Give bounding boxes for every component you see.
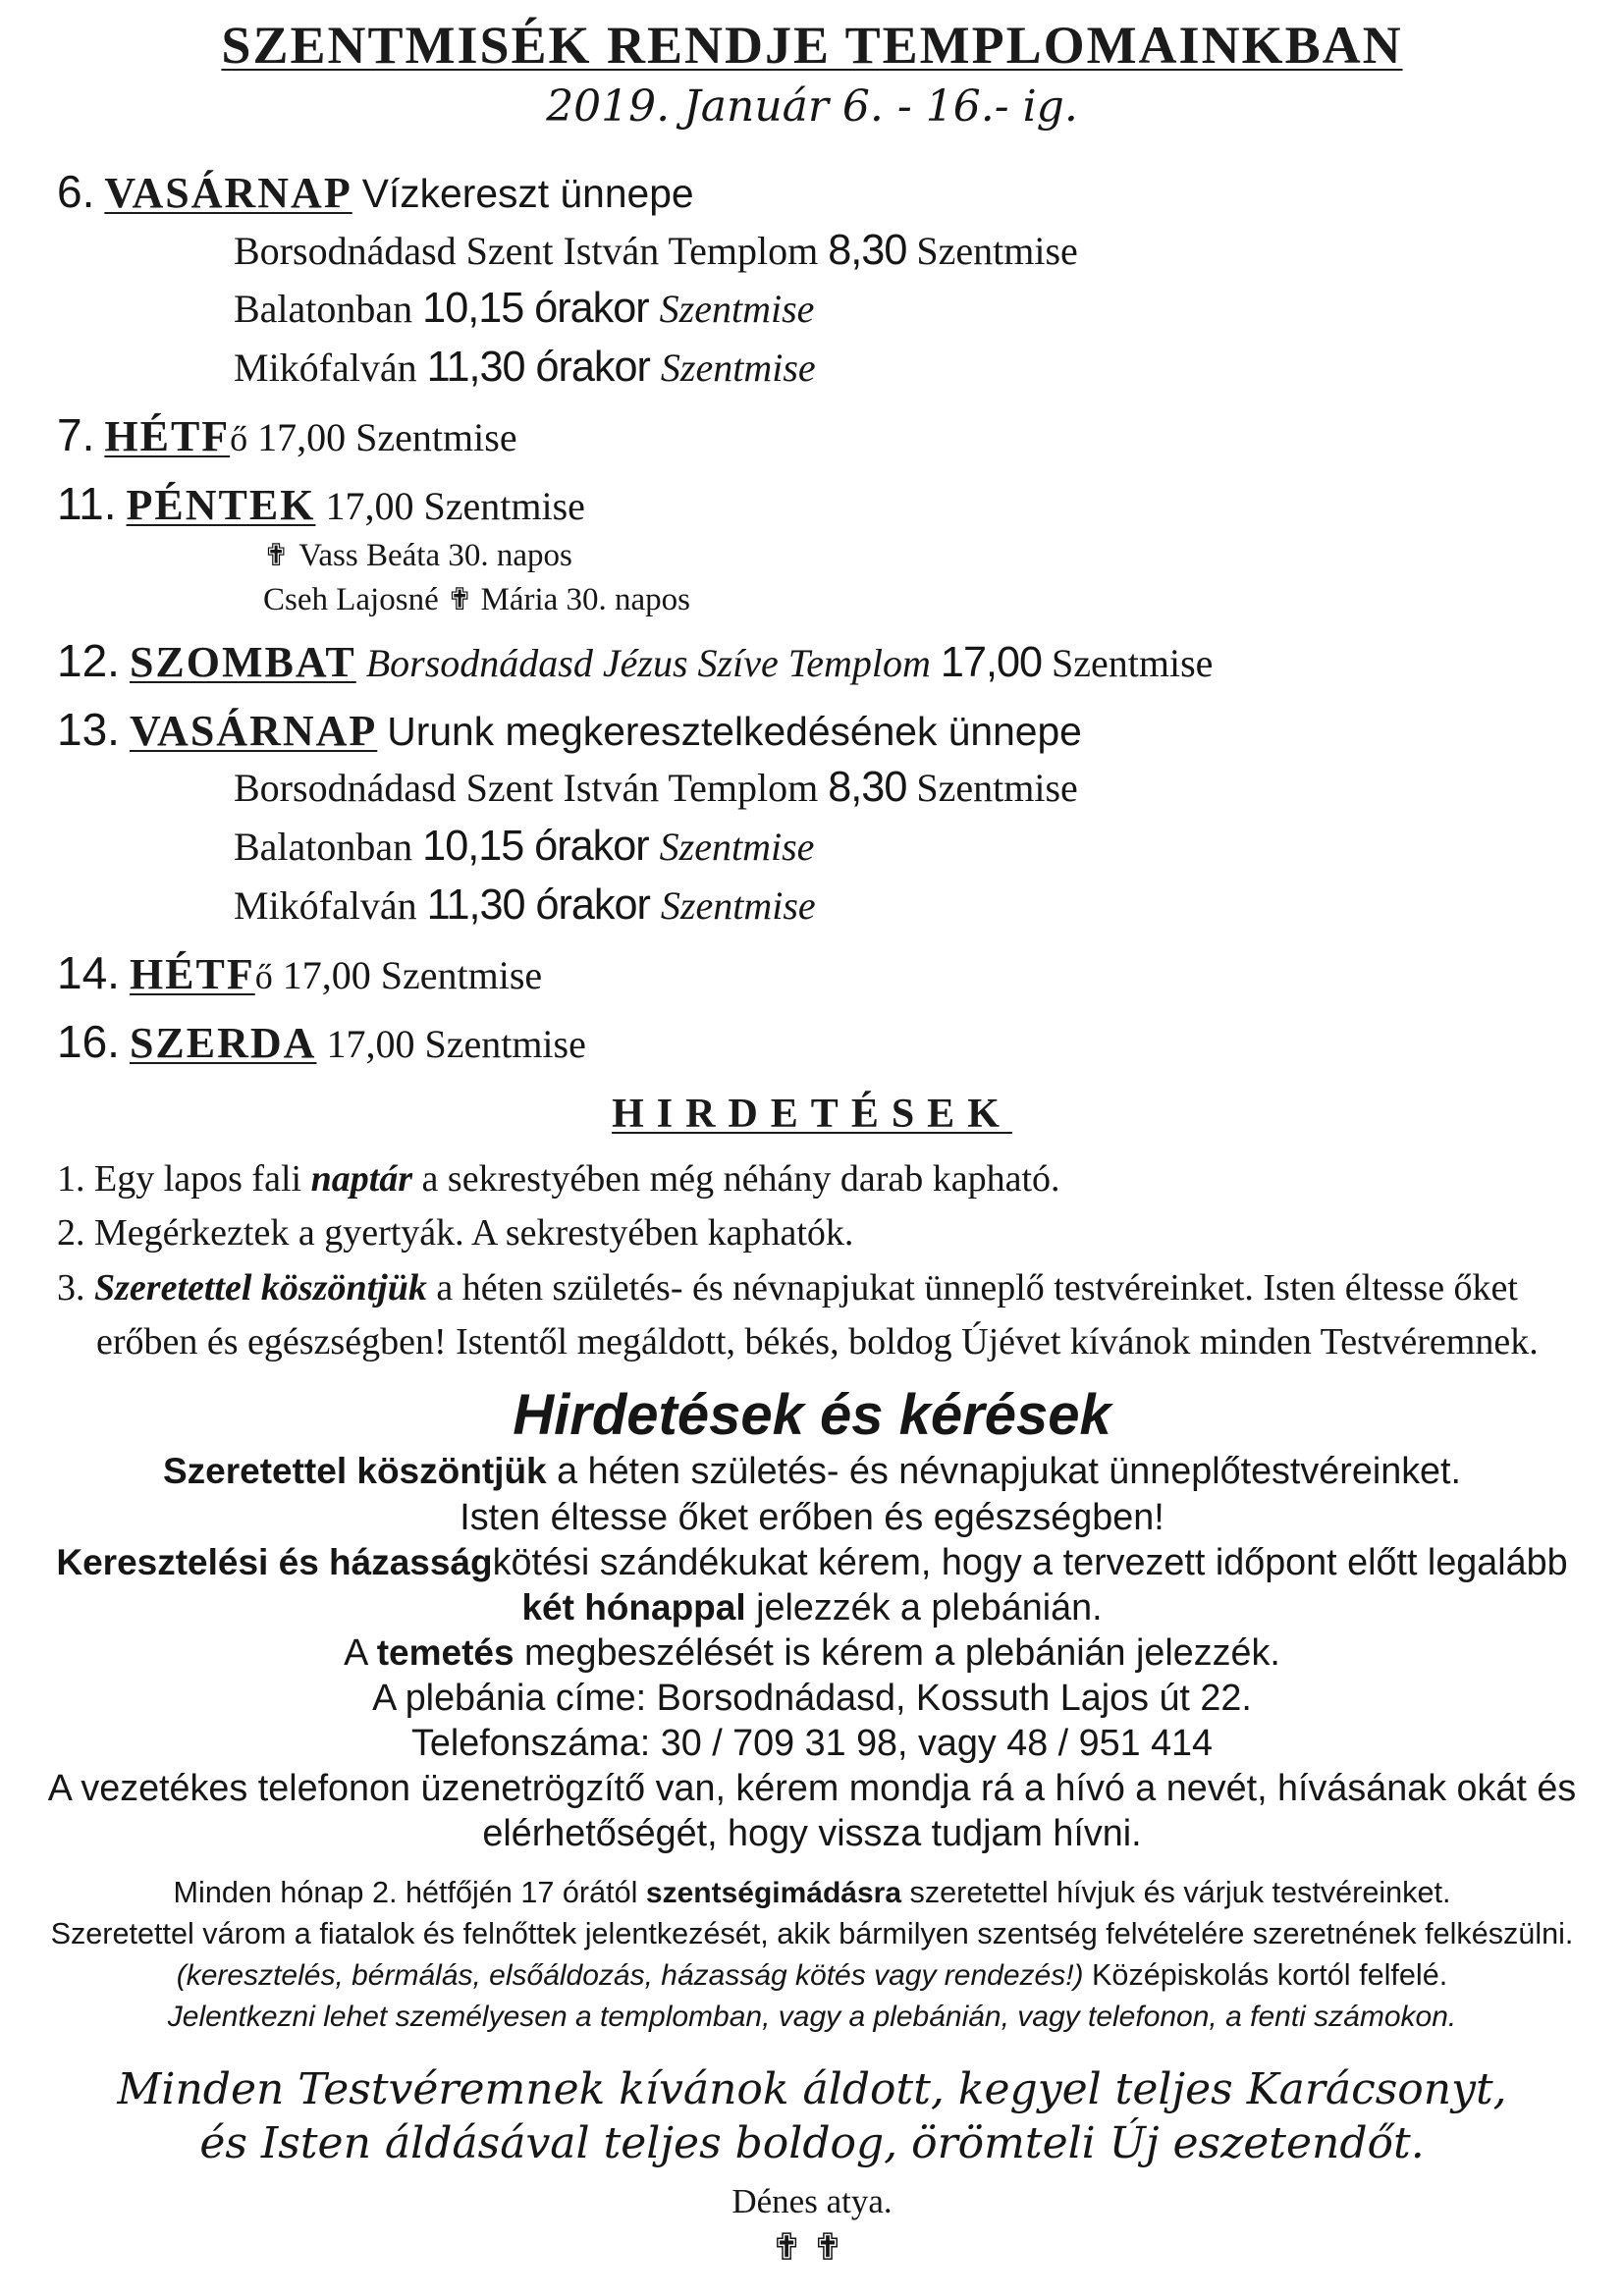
note-line bbox=[35, 1997, 1589, 2037]
text-segment: Jelentkezni lehet személyesen a templomban, vagy a plebánián, vagy telefonon, a fenti számokon. bbox=[167, 2000, 1457, 2033]
announcements-list bbox=[35, 1152, 1589, 1368]
announcement-number: 2. bbox=[57, 1212, 94, 1255]
text-segment: a sekrestyében még néhány darab kapható. bbox=[412, 1158, 1060, 1201]
closing-blessing-line-2: és Isten áldásával teljes boldog, örömteli Új eszetendőt. bbox=[199, 2118, 1425, 2169]
request-line bbox=[35, 1629, 1589, 1675]
text-segment: szeretettel hívjuk és várjuk testvéreinket. bbox=[901, 1875, 1451, 1909]
schedule-item bbox=[35, 944, 1589, 1003]
text-segment: Balatonban bbox=[234, 824, 423, 869]
text-segment: a héten születés- és névnapjukat ünneplőtestvéreinket. bbox=[546, 1450, 1462, 1492]
text-segment: Szeretettel várom a fiatalok és felnőttek jelentkezését, akik bármilyen szentség felvételére szeretnének felkészülni. bbox=[50, 1916, 1574, 1950]
day-name: HÉTF bbox=[129, 950, 255, 999]
text-segment: Keresztelési és házasság bbox=[56, 1541, 493, 1582]
schedule-item-main bbox=[35, 163, 1589, 222]
schedule-subline bbox=[35, 877, 1589, 935]
announcements-heading: HIRDETÉSEK bbox=[612, 1091, 1012, 1137]
announcement-item bbox=[35, 1206, 1589, 1260]
text-segment: megbeszélését is kérem a plebánián jelezzék. bbox=[514, 1630, 1280, 1673]
text-segment: Mária 30. napos bbox=[472, 581, 691, 617]
day-number: 16. bbox=[57, 1015, 120, 1067]
text-segment: 8,30 bbox=[828, 226, 907, 274]
schedule-subline bbox=[35, 339, 1589, 398]
text-segment: Cseh Lajosné bbox=[263, 581, 447, 617]
request-line bbox=[35, 1539, 1589, 1629]
text-segment: két hónappal bbox=[521, 1586, 746, 1628]
text-segment: Szentmise bbox=[659, 824, 815, 869]
text-segment: Minden hónap 2. hétfőjén 17 órától bbox=[173, 1875, 646, 1909]
schedule-item-main bbox=[35, 1013, 1589, 1072]
text-segment: Isten éltesse őket erőben és egészségben! bbox=[460, 1495, 1164, 1537]
day-number: 11. bbox=[57, 478, 117, 530]
announcement-item bbox=[35, 1152, 1589, 1206]
day-name: VASÁRNAP bbox=[104, 168, 352, 217]
day-number: 13. bbox=[57, 703, 120, 755]
day-number: 6. bbox=[57, 165, 95, 217]
text-segment: temetés bbox=[376, 1631, 514, 1673]
text-segment: Egy lapos fali bbox=[94, 1158, 311, 1201]
request-line bbox=[35, 1720, 1589, 1765]
request-line bbox=[35, 1448, 1589, 1493]
schedule-item bbox=[35, 163, 1589, 398]
text-segment: Mikófalván bbox=[234, 345, 427, 390]
note-line bbox=[35, 1954, 1589, 1996]
text-segment: A bbox=[344, 1630, 377, 1673]
text-segment: A plebánia címe: Borsodnádasd, Kossuth Lajos út 22. bbox=[372, 1677, 1252, 1719]
text-segment: Telefonszáma: 30 / 709 31 98, vagy 48 / 951 414 bbox=[410, 1722, 1214, 1764]
text-segment: Borsodnádasd Szent István Templom bbox=[234, 766, 829, 811]
schedule-item-main bbox=[35, 406, 1589, 465]
text-segment: Középiskolás kortól felfelé. bbox=[1083, 1958, 1448, 1993]
text-segment: kötési szándékukat kérem, hogy a tervezett időpont előtt legalább bbox=[492, 1540, 1568, 1582]
note-line bbox=[35, 1872, 1589, 1913]
text-segment: Szentmise bbox=[659, 287, 815, 332]
text-segment: Urunk megkeresztelkedésének ünnepe bbox=[387, 708, 1082, 754]
text-segment: Borsodnádasd Szent István Templom bbox=[234, 228, 829, 273]
day-name: SZOMBAT bbox=[129, 637, 356, 686]
mass-schedule bbox=[35, 163, 1589, 1072]
schedule-item-main bbox=[35, 944, 1589, 1003]
schedule-subline bbox=[35, 534, 1589, 578]
text-segment: szentségimádásra bbox=[645, 1876, 902, 1909]
signature: Dénes atya. bbox=[731, 2182, 893, 2221]
day-name: PÉNTEK bbox=[126, 481, 316, 530]
schedule-item bbox=[35, 701, 1589, 935]
requests-heading: Hirdetések és kérések bbox=[513, 1382, 1111, 1447]
text-segment: naptár bbox=[310, 1158, 413, 1201]
request-line bbox=[35, 1494, 1589, 1539]
day-name: VASÁRNAP bbox=[129, 706, 378, 755]
closing-block bbox=[35, 2062, 1589, 2269]
text-segment: 17,00 Szentmise bbox=[257, 415, 517, 460]
schedule-item bbox=[35, 1013, 1589, 1072]
text-segment: Szentmise bbox=[906, 228, 1078, 273]
note-line bbox=[35, 1913, 1589, 1954]
text-segment: 8,30 bbox=[828, 764, 907, 812]
date-range: 2019. Január 6. - 16.- ig. bbox=[546, 80, 1078, 132]
text-segment: Mikófalván bbox=[234, 882, 427, 928]
schedule-item bbox=[35, 475, 1589, 622]
text-segment: Vízkereszt ünnepe bbox=[361, 170, 694, 216]
schedule-subline bbox=[35, 222, 1589, 281]
text-segment: jelezzék a plebánián. bbox=[745, 1585, 1103, 1628]
schedule-item-main bbox=[35, 475, 1589, 534]
text-segment: Szeretettel köszöntjük bbox=[162, 1451, 547, 1492]
request-line bbox=[35, 1765, 1589, 1855]
text-segment: 11,30 órakor bbox=[426, 881, 661, 929]
text-segment: (keresztelés, bérmálás, elsőáldozás, házasság kötés vagy rendezés!) bbox=[176, 1959, 1084, 1993]
day-name-suffix: ő bbox=[230, 419, 248, 459]
text-segment: Balatonban bbox=[234, 287, 423, 332]
day-number: 14. bbox=[57, 947, 120, 999]
text-segment: a héten születés- és névnapjukat ünneplő testvéreinket. Isten éltesse őket erőben és egészségben! Istentől megáldott, békés, boldog Újévet kívánok minden Testvéremnek. bbox=[96, 1266, 1539, 1362]
text-segment: 17,00 Szentmise bbox=[325, 484, 585, 529]
text-segment: Szentmise bbox=[660, 882, 816, 928]
request-line bbox=[35, 1675, 1589, 1720]
schedule-item-main bbox=[35, 632, 1589, 691]
day-number: 7. bbox=[57, 409, 95, 461]
text-segment: Borsodnádasd Jézus Szíve Templom bbox=[365, 640, 941, 685]
day-number: 12. bbox=[57, 634, 120, 686]
text-segment: ✟ bbox=[263, 538, 299, 574]
text-segment: A vezetékes telefonon üzenetrögzítő van, kérem mondja rá a hívó a nevét, hívásának okát és elérhetőségét, hogy vissza tudjam hívni. bbox=[47, 1767, 1577, 1854]
notes-section bbox=[35, 1872, 1589, 2038]
schedule-item bbox=[35, 632, 1589, 691]
text-segment: Vass Beáta 30. napos bbox=[298, 538, 572, 574]
requests-section bbox=[35, 1448, 1589, 1855]
text-segment: Megérkeztek a gyertyák. A sekrestyében kaphatók. bbox=[94, 1212, 854, 1255]
text-segment: 17,00 Szentmise bbox=[326, 1021, 586, 1066]
text-segment: 11,30 órakor bbox=[426, 343, 661, 391]
schedule-subline bbox=[35, 280, 1589, 339]
text-segment: 10,15 órakor bbox=[422, 285, 660, 333]
day-name: HÉTF bbox=[104, 412, 231, 461]
day-name-suffix: ő bbox=[254, 957, 273, 997]
document-title: SZENTMISÉK RENDJE TEMPLOMAINKBAN bbox=[221, 16, 1403, 75]
text-segment: 17,00 bbox=[940, 638, 1042, 686]
text-segment: Szentmise bbox=[906, 766, 1078, 811]
announcement-number: 3. bbox=[57, 1266, 94, 1308]
double-cross-icon: ✟✟ bbox=[771, 2225, 853, 2269]
schedule-subline bbox=[35, 578, 1589, 622]
announcement-number: 1. bbox=[57, 1158, 94, 1201]
announcement-item bbox=[35, 1261, 1589, 1369]
day-name: SZERDA bbox=[129, 1018, 317, 1067]
closing-blessing-line-1: Minden Testvéremnek kívánok áldott, kegyel teljes Karácsonyt, bbox=[117, 2064, 1507, 2115]
text-segment: Szeretettel köszöntjük bbox=[94, 1266, 427, 1308]
text-segment: ✟ bbox=[446, 581, 473, 617]
text-segment: Szentmise bbox=[1042, 640, 1214, 685]
schedule-subline bbox=[35, 818, 1589, 877]
schedule-subline bbox=[35, 759, 1589, 818]
text-segment: 17,00 Szentmise bbox=[282, 953, 543, 998]
text-segment: 10,15 órakor bbox=[422, 822, 660, 870]
schedule-item-main bbox=[35, 701, 1589, 760]
schedule-item bbox=[35, 406, 1589, 465]
text-segment: Szentmise bbox=[660, 345, 816, 390]
